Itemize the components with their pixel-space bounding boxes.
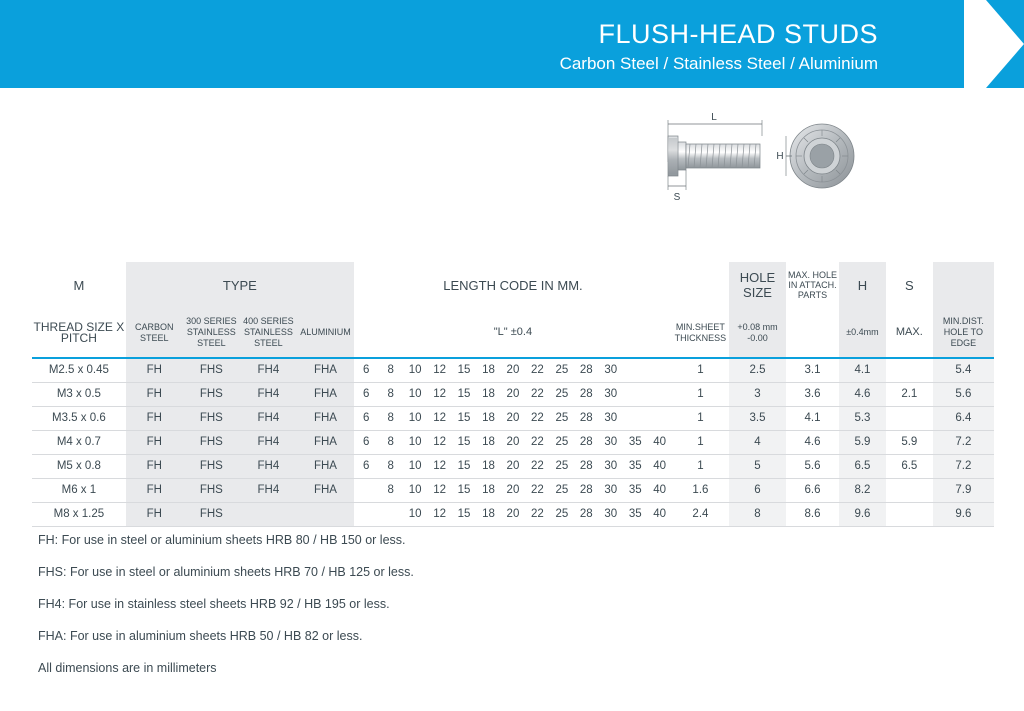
cell-length: 18 (476, 454, 500, 478)
table-head (32, 262, 994, 358)
page-title: FLUSH-HEAD STUDS (598, 19, 878, 49)
cell-carbon: FH (126, 406, 183, 430)
cell-length: 8 (378, 478, 402, 502)
cell-min-edge: 7.2 (933, 430, 994, 454)
cell-length: 28 (574, 358, 598, 382)
cell-length (354, 478, 378, 502)
cell-length: 20 (501, 502, 525, 526)
cell-length: 22 (525, 478, 549, 502)
cell-length: 6 (354, 454, 378, 478)
table-group-header-row (32, 262, 994, 308)
header-arrow-decoration (864, 0, 1024, 88)
cell-length: 40 (647, 478, 671, 502)
dimension-label-S: S (673, 192, 681, 203)
cell-min-edge: 9.6 (933, 502, 994, 526)
cell-s: 5.9 (886, 430, 933, 454)
cell-max-hole: 5.6 (786, 454, 839, 478)
cell-alum: FHA (297, 406, 354, 430)
cell-length: 18 (476, 406, 500, 430)
cell-length: 12 (427, 454, 451, 478)
cell-length: 12 (427, 406, 451, 430)
cell-length: 22 (525, 502, 549, 526)
cell-carbon: FH (126, 502, 183, 526)
sub-header-carbon-steel: CARBON STEEL (126, 308, 183, 358)
cell-300: FHS (183, 406, 240, 430)
cell-min-sheet: 2.4 (672, 502, 729, 526)
cell-length: 15 (452, 358, 476, 382)
cell-length: 30 (599, 478, 623, 502)
specification-table (32, 262, 994, 527)
cell-length (647, 406, 671, 430)
cell-h: 5.3 (839, 406, 886, 430)
product-diagram (650, 110, 910, 220)
cell-length: 22 (525, 406, 549, 430)
cell-length: 20 (501, 358, 525, 382)
cell-length: 22 (525, 382, 549, 406)
cell-thread: M3.5 x 0.6 (32, 406, 126, 430)
table-row (32, 454, 994, 478)
cell-length (623, 382, 647, 406)
cell-length (354, 502, 378, 526)
cell-length: 20 (501, 454, 525, 478)
group-header-min-dist-blank (933, 262, 994, 308)
cell-length: 15 (452, 406, 476, 430)
cell-carbon: FH (126, 478, 183, 502)
cell-length: 12 (427, 478, 451, 502)
cell-length: 12 (427, 358, 451, 382)
cell-length: 6 (354, 430, 378, 454)
cell-length: 10 (403, 358, 427, 382)
group-header-type: TYPE (126, 262, 354, 308)
cell-length: 35 (623, 502, 647, 526)
cell-carbon: FH (126, 430, 183, 454)
sub-header-thread-size: THREAD SIZE X PITCH (32, 308, 126, 358)
table-row (32, 502, 994, 526)
cell-length: 35 (623, 430, 647, 454)
cell-length: 10 (403, 478, 427, 502)
cell-length: 22 (525, 454, 549, 478)
note-units: All dimensions are in millimeters (38, 661, 217, 675)
cell-300: FHS (183, 382, 240, 406)
cell-min-edge: 7.2 (933, 454, 994, 478)
table-row (32, 406, 994, 430)
cell-length: 10 (403, 406, 427, 430)
table-sub-header-row (32, 308, 994, 358)
cell-length: 6 (354, 406, 378, 430)
cell-max-hole: 4.1 (786, 406, 839, 430)
cell-min-sheet: 1 (672, 358, 729, 382)
cell-alum (297, 502, 354, 526)
cell-length: 35 (623, 478, 647, 502)
cell-min-edge: 6.4 (933, 406, 994, 430)
cell-length: 15 (452, 454, 476, 478)
cell-length: 28 (574, 502, 598, 526)
cell-length (623, 406, 647, 430)
cell-thread: M2.5 x 0.45 (32, 358, 126, 382)
cell-h: 5.9 (839, 430, 886, 454)
group-header-length-code: LENGTH CODE IN MM. (443, 277, 583, 293)
cell-max-hole: 3.1 (786, 358, 839, 382)
cell-min-sheet: 1 (672, 382, 729, 406)
cell-length: 6 (354, 358, 378, 382)
group-header-h: H (839, 262, 886, 308)
sub-header-min-sheet-thickness: MIN.SHEET THICKNESS (672, 308, 729, 358)
cell-max-hole: 4.6 (786, 430, 839, 454)
cell-length: 20 (501, 382, 525, 406)
sub-header-300-series: 300 SERIES STAINLESS STEEL (183, 308, 240, 358)
cell-thread: M4 x 0.7 (32, 430, 126, 454)
cell-length: 30 (599, 502, 623, 526)
cell-h: 4.1 (839, 358, 886, 382)
cell-length: 6 (354, 382, 378, 406)
group-header-s: S (904, 277, 914, 293)
cell-length: 10 (403, 502, 427, 526)
cell-length: 20 (501, 430, 525, 454)
table-row (32, 382, 994, 406)
cell-alum: FHA (297, 358, 354, 382)
cell-length: 40 (647, 454, 671, 478)
sub-header-aluminium: ALUMINIUM (297, 308, 354, 358)
cell-s (886, 478, 933, 502)
cell-length: 15 (452, 502, 476, 526)
cell-h: 8.2 (839, 478, 886, 502)
dimension-label-L: L (711, 112, 717, 123)
cell-length: 25 (550, 430, 574, 454)
cell-length: 35 (623, 454, 647, 478)
cell-thread: M6 x 1 (32, 478, 126, 502)
cell-max-hole: 3.6 (786, 382, 839, 406)
group-header-m: M (73, 277, 85, 293)
note-fh4: FH4: For use in stainless steel sheets HRB 92 / HB 195 or less. (38, 597, 390, 611)
cell-min-sheet: 1 (672, 406, 729, 430)
cell-length: 28 (574, 382, 598, 406)
cell-300: FHS (183, 502, 240, 526)
cell-length: 40 (647, 430, 671, 454)
cell-hole-size: 8 (729, 502, 786, 526)
cell-length: 10 (403, 430, 427, 454)
dimension-label-H: H (776, 151, 784, 162)
cell-300: FHS (183, 454, 240, 478)
cell-alum: FHA (297, 430, 354, 454)
note-fh: FH: For use in steel or aluminium sheets HRB 80 / HB 150 or less. (38, 533, 406, 547)
cell-length: 18 (476, 358, 500, 382)
cell-length: 15 (452, 382, 476, 406)
cell-400: FH4 (240, 430, 297, 454)
cell-400: FH4 (240, 406, 297, 430)
cell-length: 8 (378, 454, 402, 478)
cell-length: 18 (476, 430, 500, 454)
cell-300: FHS (183, 358, 240, 382)
cell-min-edge: 7.9 (933, 478, 994, 502)
cell-length: 22 (525, 430, 549, 454)
cell-thread: M3 x 0.5 (32, 382, 126, 406)
cell-300: FHS (183, 430, 240, 454)
cell-length: 8 (378, 406, 402, 430)
cell-h: 6.5 (839, 454, 886, 478)
sub-header-h-tolerance: ±0.4mm (839, 308, 886, 358)
cell-min-sheet: 1 (672, 430, 729, 454)
cell-length: 30 (599, 454, 623, 478)
cell-300: FHS (183, 478, 240, 502)
cell-400: FH4 (240, 454, 297, 478)
page-subtitle: Carbon Steel / Stainless Steel / Aluminium (559, 54, 878, 73)
cell-hole-size: 2.5 (729, 358, 786, 382)
group-header-min-sheet-blank (672, 262, 729, 308)
sub-header-hole-tolerance: +0.08 mm -0.00 (729, 308, 786, 358)
cell-length: 28 (574, 430, 598, 454)
sub-header-400-series: 400 SERIES STAINLESS STEEL (240, 308, 297, 358)
cell-min-edge: 5.4 (933, 358, 994, 382)
cell-carbon: FH (126, 454, 183, 478)
sub-header-s-max: MAX. (886, 308, 933, 358)
note-fhs: FHS: For use in steel or aluminium sheets HRB 70 / HB 125 or less. (38, 565, 414, 579)
sub-header-max-hole-blank (786, 308, 839, 358)
group-header-max-hole: MAX. HOLE IN ATTACH. PARTS (788, 270, 838, 300)
cell-s (886, 406, 933, 430)
table-body (32, 358, 994, 526)
cell-400 (240, 502, 297, 526)
group-header-hole-size: HOLE SIZE (729, 262, 786, 308)
cell-length: 40 (647, 502, 671, 526)
cell-hole-size: 3.5 (729, 406, 786, 430)
table-row (32, 478, 994, 502)
cell-length: 30 (599, 406, 623, 430)
cell-s (886, 358, 933, 382)
cell-length: 8 (378, 382, 402, 406)
cell-length (623, 358, 647, 382)
cell-s: 2.1 (886, 382, 933, 406)
cell-length: 28 (574, 406, 598, 430)
cell-h: 9.6 (839, 502, 886, 526)
flush-head-stud-drawing (650, 110, 910, 220)
cell-400: FH4 (240, 478, 297, 502)
cell-h: 4.6 (839, 382, 886, 406)
header-text-block (560, 18, 878, 76)
table-row (32, 358, 994, 382)
sub-header-min-dist-hole-edge: MIN.DIST. HOLE TO EDGE (933, 308, 994, 358)
cell-length: 25 (550, 478, 574, 502)
cell-length (647, 382, 671, 406)
cell-max-hole: 8.6 (786, 502, 839, 526)
cell-length: 25 (550, 502, 574, 526)
cell-length: 18 (476, 382, 500, 406)
cell-hole-size: 6 (729, 478, 786, 502)
cell-length: 25 (550, 406, 574, 430)
cell-length: 10 (403, 382, 427, 406)
cell-length: 20 (501, 406, 525, 430)
cell-length: 18 (476, 478, 500, 502)
cell-length: 15 (452, 478, 476, 502)
cell-s (886, 502, 933, 526)
cell-length: 12 (427, 382, 451, 406)
cell-length (378, 502, 402, 526)
cell-length: 18 (476, 502, 500, 526)
cell-length: 25 (550, 358, 574, 382)
cell-length: 30 (599, 358, 623, 382)
cell-carbon: FH (126, 382, 183, 406)
cell-400: FH4 (240, 382, 297, 406)
cell-thread: M8 x 1.25 (32, 502, 126, 526)
cell-length: 20 (501, 478, 525, 502)
cell-400: FH4 (240, 358, 297, 382)
cell-min-edge: 5.6 (933, 382, 994, 406)
notes-section (38, 533, 738, 693)
cell-min-sheet: 1 (672, 454, 729, 478)
cell-length: 30 (599, 430, 623, 454)
cell-length: 8 (378, 358, 402, 382)
page-header (0, 0, 1024, 88)
cell-length (647, 358, 671, 382)
cell-alum: FHA (297, 478, 354, 502)
cell-carbon: FH (126, 358, 183, 382)
cell-length: 25 (550, 382, 574, 406)
cell-hole-size: 4 (729, 430, 786, 454)
cell-length: 10 (403, 454, 427, 478)
cell-length: 28 (574, 454, 598, 478)
note-fha: FHA: For use in aluminium sheets HRB 50 / HB 82 or less. (38, 629, 363, 643)
cell-length: 28 (574, 478, 598, 502)
cell-thread: M5 x 0.8 (32, 454, 126, 478)
specification-table-wrapper (32, 262, 994, 527)
cell-length: 15 (452, 430, 476, 454)
cell-length: 25 (550, 454, 574, 478)
cell-s: 6.5 (886, 454, 933, 478)
cell-min-sheet: 1.6 (672, 478, 729, 502)
cell-length: 30 (599, 382, 623, 406)
table-row (32, 430, 994, 454)
cell-length: 12 (427, 430, 451, 454)
cell-alum: FHA (297, 382, 354, 406)
cell-hole-size: 3 (729, 382, 786, 406)
cell-length: 8 (378, 430, 402, 454)
cell-max-hole: 6.6 (786, 478, 839, 502)
cell-length: 22 (525, 358, 549, 382)
sub-header-length-tolerance: "L" ±0.4 (354, 308, 672, 358)
cell-length: 12 (427, 502, 451, 526)
cell-alum: FHA (297, 454, 354, 478)
cell-hole-size: 5 (729, 454, 786, 478)
